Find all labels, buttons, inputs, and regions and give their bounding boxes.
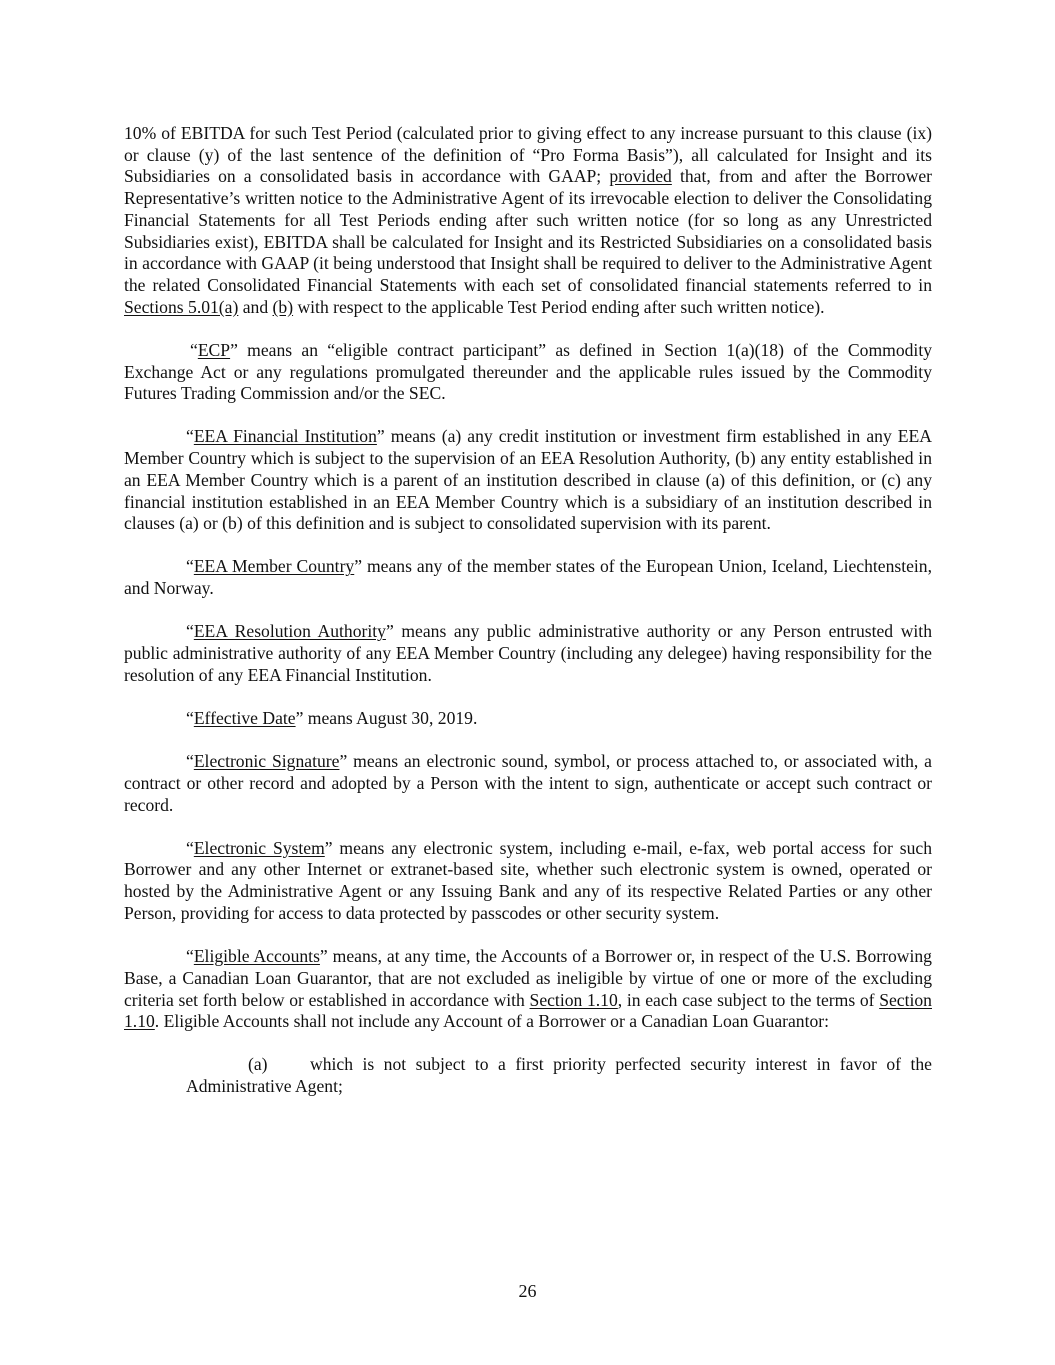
- definition-text: , in each case subject to the terms of: [617, 989, 880, 1010]
- definition-effective-date: “Effective Date” means August 30, 2019.: [186, 707, 478, 728]
- document-page: [124, 123, 932, 1119]
- defined-term: ECP: [197, 339, 231, 360]
- defined-term: EEA Member Country: [193, 556, 355, 577]
- clause-a: [186, 1054, 932, 1097]
- continuation-text: that, from and after the Borrower Representative’s written notice to the Administrative Agent of its irrevocable election to deliver the Consolidating Financial Statements for all Test Periods ending after such written notice (for so long as any Unrestricted Subsidiaries exist), EBITDA shall be calculated for Insight and its Restricted Subsidiaries on a consolidated basis in accordance with GAAP (it being understood that Insight shall be required to deliver to the Administrative Agent the related Consolidated Financial Statements with each set of consolidated financial statements referred to in: [124, 166, 932, 295]
- definition-text: ” means an “eligible contract participant” as defined in Section 1(a)(18) of the Commodity Exchange Act or any regulations promulgated thereunder and the applicable rules issued by the Commodity Futures Trading Commission and/or the SEC.: [124, 339, 932, 404]
- definition-text: . Eligible Accounts shall not include any Account of a Borrower or a Canadian Loan Guarantor:: [154, 1011, 830, 1032]
- definition-text: ” means any electronic system, including e-mail, e-fax, web portal access for such Borrower and any other Internet or extranet-based site, whether such electronic system is owned, operated or hosted by the Administrative Agent or any Issuing Bank and any of its respective Related Parties or any other Person, providing for access to data protected by passcodes or other security system.: [124, 837, 933, 923]
- defined-term: Eligible Accounts: [193, 946, 320, 967]
- ebitda-definition-continuation: [124, 123, 932, 318]
- definition-text: ” means an electronic sound, symbol, or process attached to, or associated with, a contract or other record and adopted by a Person with the intent to sign, authenticate or accept such contract or record.: [124, 751, 932, 815]
- definition-text: ” means, at any time, the Accounts of a Borrower or, in respect of the U.S. Borrowing Base, a Canadian Loan Guarantor, that are not excluded as ineligible by virtue of one or more of the excluding criteria set forth below or established in accordance with: [124, 946, 932, 1010]
- definition-eea-financial-institution: “EEA Financial Institution” means (a) any credit institution or investment firm established in any EEA Member Country which is subject to the supervision of an EEA Resolution Authority, (b) any entity established in an EEA Member Country which is a parent of an institution described in clause (a) of this definition, or (c) any financial institution established in an EEA Member Country which is a subsidiary of an institution described in clauses (a) or (b) of this definition and is subject to consolidated supervision with its parent.: [124, 426, 932, 534]
- continuation-text: and: [238, 296, 273, 317]
- definition-eea-resolution-authority: “EEA Resolution Authority” means any public administrative authority or any Person entrusted with public administrative authority of any EEA Member Country (including any delegee) having responsibility for the resolution of any EEA Financial Institution.: [124, 621, 932, 685]
- defined-term: EEA Resolution Authority: [193, 621, 386, 642]
- clause-text: which is not subject to a first priority perfected security interest in favor of the Administrative Agent;: [186, 1054, 932, 1097]
- continuation-text: 10% of EBITDA for such Test Period (calculated prior to giving effect to any increase pursuant to this clause (ix) or clause (y) of the last sentence of the definition of “Pro Forma Basis”), all calculated for Insight and its Subsidiaries on a consolidated basis in accordance with GAAP;: [124, 123, 932, 187]
- provided-term: provided: [609, 166, 672, 187]
- definition-text: ” means (a) any credit institution or investment firm established in any EEA Member Country which is subject to the supervision of an EEA Resolution Authority, (b) any entity established in an EEA Member Country which is a parent of an institution described in clause (a) of this definition, or (c) any financial institution established in an EEA Member Country which is a subsidiary of an institution described in clauses (a) or (b) of this definition and is subject to consolidated supervision with its parent.: [124, 426, 932, 534]
- definition-text: ” means any public administrative authority or any Person entrusted with public administrative authority of any EEA Member Country (including any delegee) having responsibility for the resolution of any EEA Financial Institution.: [124, 621, 932, 685]
- definition-electronic-signature: “Electronic Signature” means an electronic sound, symbol, or process attached to, or associated with, a contract or other record and adopted by a Person with the intent to sign, authenticate or accept such contract or record.: [124, 751, 932, 815]
- defined-term: EEA Financial Institution: [193, 426, 377, 447]
- definition-text: ” means August 30, 2019.: [295, 707, 478, 728]
- definition-ecp: “ECP” means an “eligible contract participant” as defined in Section 1(a)(18) of the Commodity Exchange Act or any regulations promulgated thereunder and the applicable rules issued by the Commodity Futures Trading Commission and/or the SEC.: [124, 339, 932, 404]
- definition-eea-member-country: “EEA Member Country” means any of the member states of the European Union, Iceland, Liechtenstein, and Norway.: [124, 556, 932, 599]
- section-reference: Sections 5.01(a): [124, 296, 239, 317]
- defined-term: Electronic System: [193, 837, 325, 858]
- page-number: 26: [518, 1281, 537, 1301]
- definition-text: ” means any of the member states of the European Union, Iceland, Liechtenstein, and Norway.: [124, 556, 932, 599]
- definition-eligible-accounts: “Eligible Accounts” means, at any time, the Accounts of a Borrower or, in respect of the U.S. Borrowing Base, a Canadian Loan Guarantor, that are not excluded as ineligible by virtue of one or more of the excluding criteria set forth below or established in accordance with Section 1.10, in each case subject to the terms of Section 1.10. Eligible Accounts shall not include any Account of a Borrower or a Canadian Loan Guarantor:: [124, 946, 932, 1032]
- defined-term: Electronic Signature: [193, 751, 340, 772]
- continuation-text: with respect to the applicable Test Period ending after such written notice).: [293, 296, 825, 317]
- definition-electronic-system: “Electronic System” means any electronic system, including e-mail, e-fax, web portal access for such Borrower and any other Internet or extranet-based site, whether such electronic system is owned, operated or hosted by the Administrative Agent or any Issuing Bank and any of its respective Related Parties or any other Person, providing for access to data protected by passcodes or other security system.: [124, 837, 933, 923]
- section-reference: Section 1.10: [529, 989, 618, 1010]
- section-reference: (b): [272, 296, 294, 317]
- section-reference: Section 1.10: [124, 989, 932, 1032]
- defined-term: Effective Date: [193, 707, 296, 728]
- clause-label: (a): [248, 1054, 268, 1075]
